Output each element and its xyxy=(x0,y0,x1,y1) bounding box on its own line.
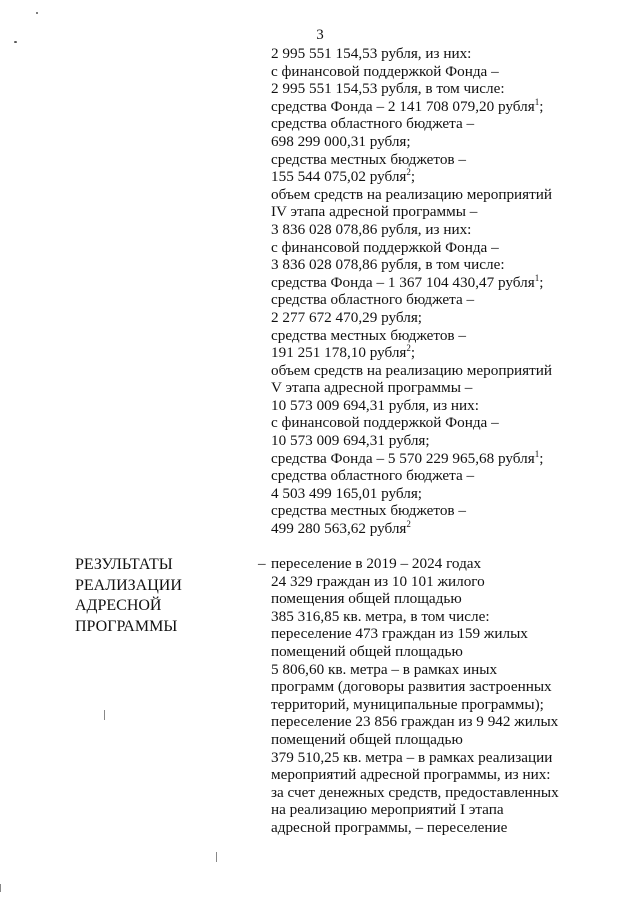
text-line xyxy=(271,643,560,661)
line-text: адресной программы, – переселение xyxy=(271,818,508,836)
line-text: 499 280 563,62 рубля xyxy=(271,520,407,538)
line-text: 3 836 028 078,86 рубля, в том числе: xyxy=(271,256,505,274)
line-text: помещений общей площадью xyxy=(271,730,463,748)
line-text: программ (договоры развития застроенных xyxy=(271,678,552,696)
line-text: помещений общей площадью xyxy=(271,642,463,660)
page-number: 3 xyxy=(316,27,324,43)
text-line xyxy=(271,678,560,696)
text-line xyxy=(271,801,560,819)
line-text: V этапа адресной программы – xyxy=(271,379,473,397)
line-text: 2 995 551 154,53 рубля, из них: xyxy=(271,45,472,62)
scan-mark xyxy=(104,710,105,720)
line-text: переселение 473 граждан из 159 жилых xyxy=(271,625,528,643)
text-line xyxy=(271,221,560,239)
footnote-marker: 2 xyxy=(406,518,411,529)
line-text: переселение 23 856 граждан из 9 942 жилых xyxy=(271,713,559,731)
results-label-line: РЕАЛИЗАЦИИ xyxy=(75,576,182,594)
line-text: 191 251 178,10 рубля xyxy=(271,344,407,362)
line-text: за счет денежных средств, предоставленных xyxy=(271,783,559,801)
text-line xyxy=(271,608,560,626)
text-line xyxy=(271,696,560,714)
footnote-marker: 1 xyxy=(534,448,540,459)
results-block xyxy=(271,555,560,837)
line-text: средства Фонда – 1 367 104 430,47 рубля xyxy=(271,273,535,291)
line-text: средства областного бюджета – xyxy=(271,467,475,485)
line-text: средства областного бюджета – xyxy=(271,115,475,133)
text-line xyxy=(271,467,560,485)
text-line xyxy=(271,63,560,81)
text-line xyxy=(271,203,560,221)
text-line xyxy=(271,256,560,274)
text-line xyxy=(271,573,560,591)
text-line xyxy=(271,731,560,749)
text-line xyxy=(271,414,560,432)
line-text: помещения общей площадью xyxy=(271,590,462,608)
results-label-line: АДРЕСНОЙ xyxy=(75,597,162,614)
results-dash: – xyxy=(258,555,266,572)
line-tail: ; xyxy=(410,168,416,186)
text-line xyxy=(271,98,560,116)
results-label-line: ПРОГРАММЫ xyxy=(75,617,178,635)
line-text: с финансовой поддержкой Фонда – xyxy=(271,62,499,80)
text-line xyxy=(271,432,560,450)
results-lines xyxy=(271,555,560,837)
text-line xyxy=(271,766,560,784)
text-line xyxy=(271,115,560,133)
footnote-marker: 1 xyxy=(534,96,540,107)
text-line xyxy=(271,502,560,520)
line-text: с финансовой поддержкой Фонда – xyxy=(271,238,499,256)
text-line xyxy=(271,520,560,538)
line-tail: ; xyxy=(539,273,544,291)
scan-speck xyxy=(14,41,17,43)
footnote-marker: 2 xyxy=(406,167,411,178)
line-text: 2 277 672 470,29 рубля; xyxy=(271,308,423,326)
text-line xyxy=(271,819,560,837)
text-line xyxy=(271,239,560,257)
text-line xyxy=(271,661,560,679)
line-text: 24 329 граждан из 10 101 жилого xyxy=(271,572,485,590)
line-text: IV этапа адресной программы – xyxy=(271,203,478,221)
line-text: 2 995 551 154,53 рубля, в том числе: xyxy=(271,80,505,98)
line-text: 4 503 499 165,01 рубля; xyxy=(271,484,423,502)
text-line xyxy=(271,749,560,767)
text-line xyxy=(271,625,560,643)
funding-block xyxy=(271,45,560,538)
line-text: 10 573 009 694,31 рубля; xyxy=(271,432,430,450)
line-text: с финансовой поддержкой Фонда – xyxy=(271,414,499,432)
text-line xyxy=(271,309,560,327)
line-text: 379 510,25 кв. метра – в рамках реализации xyxy=(271,748,553,766)
line-text: на реализацию мероприятий I этапа xyxy=(271,801,504,819)
text-line xyxy=(271,80,560,98)
text-line xyxy=(271,151,560,169)
line-text: 10 573 009 694,31 рубля, из них: xyxy=(271,396,479,414)
line-text: объем средств на реализацию мероприятий xyxy=(271,185,553,203)
results-label-line: РЕЗУЛЬТАТЫ xyxy=(75,556,173,573)
text-line xyxy=(271,485,560,503)
line-text: 155 544 075,02 рубля xyxy=(271,168,407,186)
line-tail: ; xyxy=(539,97,544,115)
line-text: объем средств на реализацию мероприятий xyxy=(271,361,553,379)
text-line xyxy=(271,186,560,204)
line-text: 5 806,60 кв. метра – в рамках иных xyxy=(271,660,498,678)
line-text: 385 316,85 кв. метра, в том числе: xyxy=(271,607,490,625)
line-text: мероприятий адресной программы, из них: xyxy=(271,766,551,784)
text-line xyxy=(271,362,560,380)
text-line xyxy=(271,168,560,186)
text-line xyxy=(271,397,560,415)
line-text: 3 836 028 078,86 рубля, из них: xyxy=(271,220,472,238)
text-line xyxy=(271,555,560,573)
text-line xyxy=(271,291,560,309)
text-line xyxy=(271,274,560,292)
line-text: средства Фонда – 5 570 229 965,68 рубля xyxy=(271,449,535,467)
text-line xyxy=(271,45,560,63)
line-text: средства областного бюджета – xyxy=(271,291,475,309)
text-line xyxy=(271,590,560,608)
line-text: средства местных бюджетов – xyxy=(271,150,466,168)
footnote-marker: 1 xyxy=(534,272,540,283)
line-text: средства местных бюджетов – xyxy=(271,502,466,520)
funding-lines xyxy=(271,45,560,538)
text-line xyxy=(271,713,560,731)
text-line xyxy=(271,379,560,397)
text-line xyxy=(271,784,560,802)
line-tail: ; xyxy=(539,449,544,467)
scan-mark xyxy=(216,852,217,862)
scan-mark xyxy=(0,884,1,892)
line-text: переселение в 2019 – 2024 годах xyxy=(271,555,482,572)
line-text: средства местных бюджетов – xyxy=(271,326,466,344)
scan-speck xyxy=(36,12,38,14)
text-line xyxy=(271,327,560,345)
results-section-label xyxy=(75,555,245,637)
text-line xyxy=(271,344,560,362)
line-text: средства Фонда – 2 141 708 079,20 рубля xyxy=(271,97,535,115)
text-line xyxy=(271,450,560,468)
footnote-marker: 2 xyxy=(406,343,411,354)
text-line xyxy=(271,133,560,151)
line-tail: ; xyxy=(410,344,416,362)
line-text: 698 299 000,31 рубля; xyxy=(271,132,411,150)
line-text: территорий, муниципальные программы); xyxy=(271,695,544,713)
